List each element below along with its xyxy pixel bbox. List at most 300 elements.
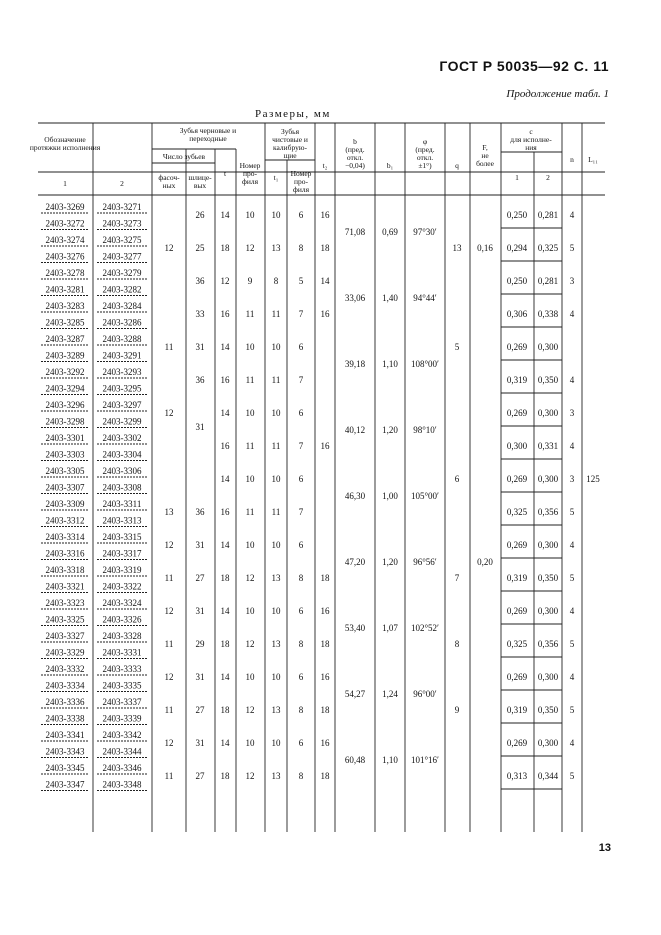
- code-col2: 2403-3275: [102, 235, 142, 245]
- chamfer-value: 11: [164, 639, 174, 649]
- F-header: не: [481, 151, 489, 160]
- phi-header: ±1°): [418, 161, 432, 170]
- band-value: 12: [245, 639, 255, 649]
- chamfer-value: 12: [164, 408, 174, 418]
- code-col1: 2403-3283: [45, 301, 85, 311]
- code-col1: 2403-3334: [45, 680, 85, 691]
- b1-value: 1,00: [382, 491, 398, 501]
- F-value: 0,16: [477, 243, 493, 253]
- finish-teeth-header: калибрую-: [273, 143, 307, 152]
- b-header: откл.: [346, 153, 364, 162]
- band-value: 14: [220, 606, 230, 616]
- code-col1: 2403-3272: [45, 218, 85, 229]
- phi-header: φ: [422, 137, 428, 146]
- band-value: 16: [320, 441, 330, 451]
- code-col2: 2403-3326: [102, 614, 142, 625]
- band-value: 12: [245, 243, 255, 253]
- c1-value: 0,294: [506, 243, 528, 253]
- band-value: 18: [220, 243, 230, 253]
- code-col2: 2403-3277: [102, 251, 142, 262]
- t1-header: t₁: [273, 173, 279, 182]
- c2-value: 0,338: [537, 309, 559, 319]
- n-value: 5: [569, 771, 575, 781]
- chamfer-value: 11: [164, 771, 174, 781]
- code-col1: 2403-3345: [45, 763, 85, 773]
- phi-value: 108°00′: [410, 359, 440, 369]
- phi-value: 101°16′: [410, 755, 440, 765]
- band-value: 12: [220, 276, 230, 286]
- band-value: 16: [220, 309, 230, 319]
- band-value: 6: [298, 672, 304, 682]
- code-col2: 2403-3339: [102, 713, 142, 724]
- band-value: 9: [247, 276, 253, 286]
- chamfer-value: 12: [164, 243, 174, 253]
- n-value: 3: [569, 474, 575, 484]
- b-header: b: [353, 137, 357, 146]
- phi-value: 97°30′: [413, 227, 437, 237]
- phi-header: откл.: [416, 153, 434, 162]
- code-col2: 2403-3304: [102, 449, 142, 460]
- q-value: 6: [454, 474, 460, 484]
- band-value: 16: [220, 507, 230, 517]
- page-number: 13: [598, 842, 611, 854]
- band-value: 10: [245, 672, 255, 682]
- c2-value: 0,281: [537, 210, 559, 220]
- code-col1: 2403-3305: [45, 466, 85, 476]
- c2-value: 0,300: [537, 738, 559, 748]
- c1-value: 0,269: [506, 342, 528, 352]
- n-value: 5: [569, 639, 575, 649]
- code-col2: 2403-3288: [102, 334, 142, 344]
- code-col1: 2403-3321: [45, 581, 85, 592]
- b-value: 54,27: [344, 689, 366, 699]
- code-col1: 2403-3314: [45, 532, 85, 542]
- band-value: 6: [298, 408, 304, 418]
- n-value: 5: [569, 705, 575, 715]
- code-col2: 2403-3348: [102, 779, 142, 790]
- band-value: 8: [298, 639, 304, 649]
- b1-value: 1,20: [382, 425, 398, 435]
- c2-value: 0,356: [537, 507, 559, 517]
- code-col1: 2403-3329: [45, 647, 85, 658]
- finish-teeth-header: чистовые и: [272, 135, 308, 144]
- code-col1: 2403-3343: [45, 746, 85, 757]
- band-value: 31: [195, 342, 205, 352]
- band-value: 31: [195, 606, 205, 616]
- c-header: для исполне-: [510, 135, 552, 144]
- profile-number-header: про-: [293, 177, 309, 186]
- column-number-2: 2: [120, 179, 124, 188]
- sizes-caption: Размеры, мм: [255, 108, 331, 120]
- band-value: 13: [271, 771, 281, 781]
- code-col1: 2403-3325: [45, 614, 85, 625]
- code-col2: 2403-3271: [102, 202, 142, 212]
- band-value: 11: [245, 309, 255, 319]
- chamfer-teeth-header: фасоч-: [158, 173, 180, 182]
- code-col1: 2403-3338: [45, 713, 85, 724]
- chamfer-teeth-header: ных: [162, 181, 176, 190]
- q-value: 13: [452, 243, 462, 253]
- continuation-note: Продолжение табл. 1: [506, 88, 609, 100]
- code-col1: 2403-3294: [45, 383, 85, 394]
- code-col1: 2403-3332: [45, 664, 85, 674]
- c2-value: 0,325: [537, 243, 559, 253]
- code-col2: 2403-3344: [102, 746, 142, 757]
- band-value: 18: [320, 705, 330, 715]
- c-header: ния: [525, 143, 537, 152]
- document-header: ГОСТ Р 50035—92 С. 11: [439, 58, 609, 74]
- band-value: 12: [245, 771, 255, 781]
- c2-value: 0,300: [537, 342, 559, 352]
- b-value: 46,30: [344, 491, 366, 501]
- code-col1: 2403-3336: [45, 697, 85, 707]
- c1-value: 0,269: [506, 606, 528, 616]
- band-value: 29: [195, 639, 205, 649]
- phi-value: 102°52′: [410, 623, 440, 633]
- band-value: 36: [195, 507, 205, 517]
- code-col2: 2403-3282: [102, 284, 142, 295]
- band-value: 18: [320, 639, 330, 649]
- F-value: 0,20: [477, 557, 493, 567]
- c1-value: 0,319: [506, 573, 528, 583]
- band-value: 13: [271, 243, 281, 253]
- n-value: 4: [569, 210, 575, 220]
- band-value: 14: [220, 342, 230, 352]
- band-value: 11: [245, 441, 255, 451]
- profile-number-header: филя: [241, 177, 259, 186]
- n-value: 4: [569, 375, 575, 385]
- L-header: L₁₁: [588, 155, 598, 164]
- code-col1: 2403-3327: [45, 631, 85, 641]
- code-col2: 2403-3337: [102, 697, 142, 707]
- band-value: 16: [220, 441, 230, 451]
- band-value: 10: [271, 540, 281, 550]
- band-value: 25: [195, 243, 205, 253]
- b-value: 53,40: [344, 623, 366, 633]
- band-value: 18: [320, 573, 330, 583]
- teeth-count-header: Число зубьев: [162, 152, 206, 161]
- t2-header: t₂: [322, 161, 328, 170]
- band-value: 14: [220, 738, 230, 748]
- code-col1: 2403-3289: [45, 350, 85, 361]
- band-value: 31: [195, 672, 205, 682]
- b1-value: 1,20: [382, 557, 398, 567]
- band-value: 16: [320, 738, 330, 748]
- band-value: 26: [195, 210, 205, 220]
- band-value: 7: [298, 441, 304, 451]
- code-col2: 2403-3342: [102, 730, 142, 740]
- code-col1: 2403-3316: [45, 548, 85, 559]
- band-value: 6: [298, 540, 304, 550]
- band-value: 7: [298, 309, 304, 319]
- band-value: 10: [245, 738, 255, 748]
- b1-value: 1,24: [382, 689, 398, 699]
- band-value: 33: [195, 309, 205, 319]
- chamfer-value: 11: [164, 705, 174, 715]
- profile-number-header: Номер: [239, 161, 261, 170]
- chamfer-value: 12: [164, 738, 174, 748]
- profile-number-header: Номер: [290, 169, 312, 178]
- code-col1: 2403-3309: [45, 499, 85, 509]
- band-value: 14: [220, 210, 230, 220]
- b1-value: 0,69: [382, 227, 398, 237]
- band-value: 16: [220, 375, 230, 385]
- code-col2: 2403-3322: [102, 581, 142, 592]
- c2-value: 0,350: [537, 705, 559, 715]
- b-value: 39,18: [344, 359, 366, 369]
- band-value: 16: [320, 672, 330, 682]
- b1-value: 1,10: [382, 755, 398, 765]
- band-value: 6: [298, 738, 304, 748]
- code-col2: 2403-3295: [102, 383, 142, 394]
- c-header: c: [529, 127, 533, 136]
- code-col1: 2403-3347: [45, 779, 85, 790]
- n-value: 5: [569, 573, 575, 583]
- n-value: 3: [569, 276, 575, 286]
- code-col1: 2403-3281: [45, 284, 85, 295]
- profile-number-header: про-: [242, 169, 258, 178]
- band-value: 10: [245, 540, 255, 550]
- code-col1: 2403-3292: [45, 367, 85, 377]
- c1-value: 0,269: [506, 738, 528, 748]
- band-value: 5: [298, 276, 304, 286]
- c2-value: 0,300: [537, 672, 559, 682]
- phi-value: 105°00′: [410, 491, 440, 501]
- code-col2: 2403-3335: [102, 680, 142, 691]
- c2-value: 0,350: [537, 375, 559, 385]
- code-col2: 2403-3346: [102, 763, 142, 773]
- c2-value: 0,350: [537, 573, 559, 583]
- band-value: 8: [298, 771, 304, 781]
- code-col2: 2403-3308: [102, 482, 142, 493]
- c1-value: 0,269: [506, 672, 528, 682]
- band-value: 14: [220, 474, 230, 484]
- code-col2: 2403-3324: [102, 598, 142, 608]
- band-value: 11: [245, 507, 255, 517]
- band-value: 27: [195, 705, 205, 715]
- band-value: 27: [195, 573, 205, 583]
- band-value: 36: [195, 276, 205, 286]
- band-value: 16: [320, 606, 330, 616]
- code-col2: 2403-3291: [102, 350, 142, 361]
- band-value: 8: [298, 705, 304, 715]
- band-value: 7: [298, 375, 304, 385]
- b-value: 60,48: [344, 755, 366, 765]
- chamfer-value: 13: [164, 507, 174, 517]
- band-value: 11: [271, 375, 281, 385]
- finish-teeth-header: Зубья: [280, 127, 300, 136]
- code-col1: 2403-3296: [45, 400, 85, 410]
- code-col2: 2403-3317: [102, 548, 142, 559]
- b-value: 40,12: [344, 425, 366, 435]
- rough-teeth-header: переходные: [189, 134, 227, 143]
- band-value: 10: [245, 342, 255, 352]
- code-col2: 2403-3331: [102, 647, 142, 658]
- band-value: 14: [220, 540, 230, 550]
- finish-teeth-header: щие: [283, 151, 297, 160]
- c2-value: 0,300: [537, 606, 559, 616]
- q-value: 9: [454, 705, 460, 715]
- code-col1: 2403-3274: [45, 235, 85, 245]
- q-value: 7: [454, 573, 460, 583]
- band-value: 6: [298, 342, 304, 352]
- code-col1: 2403-3318: [45, 565, 85, 575]
- designation-header: протяжки исполнения: [29, 143, 101, 152]
- n-value: 4: [569, 441, 575, 451]
- band-value: 10: [271, 210, 281, 220]
- band-value: 8: [298, 243, 304, 253]
- c1-value: 0,269: [506, 474, 528, 484]
- c1-value: 0,325: [506, 507, 528, 517]
- b-value: 71,08: [344, 227, 366, 237]
- code-col1: 2403-3323: [45, 598, 85, 608]
- c2-value: 0,356: [537, 639, 559, 649]
- b-value: 47,20: [344, 557, 366, 567]
- band-value: 16: [320, 210, 330, 220]
- F-header: более: [476, 159, 494, 168]
- c2-value: 0,331: [537, 441, 559, 451]
- q-value: 8: [454, 639, 460, 649]
- band-value: 10: [245, 210, 255, 220]
- n-value: 4: [569, 606, 575, 616]
- L-value: 125: [586, 474, 600, 484]
- band-value: 11: [245, 375, 255, 385]
- designation-header: Обозначение: [44, 135, 86, 144]
- code-col2: 2403-3286: [102, 317, 142, 328]
- band-value: 13: [271, 639, 281, 649]
- band-value: 10: [245, 606, 255, 616]
- code-col1: 2403-3307: [45, 482, 85, 493]
- code-col2: 2403-3299: [102, 416, 142, 427]
- band-value: 10: [271, 408, 281, 418]
- c1-value: 0,250: [506, 210, 528, 220]
- c2-value: 0,281: [537, 276, 559, 286]
- code-col2: 2403-3273: [102, 218, 142, 229]
- band-value: 10: [271, 474, 281, 484]
- code-col1: 2403-3287: [45, 334, 85, 344]
- n-value: 5: [569, 243, 575, 253]
- band-value: 13: [271, 705, 281, 715]
- c1-value: 0,300: [506, 441, 528, 451]
- band-value: 12: [245, 573, 255, 583]
- chamfer-value: 11: [164, 342, 174, 352]
- band-value: 11: [271, 507, 281, 517]
- code-col2: 2403-3306: [102, 466, 142, 476]
- code-col2: 2403-3293: [102, 367, 142, 377]
- column-number-1: 1: [63, 179, 67, 188]
- code-col2: 2403-3313: [102, 515, 142, 526]
- band-value: 18: [320, 771, 330, 781]
- band-value: 11: [271, 309, 281, 319]
- code-col1: 2403-3298: [45, 416, 85, 427]
- band-value: 18: [220, 705, 230, 715]
- c2-value: 0,300: [537, 474, 559, 484]
- band-value: 10: [271, 738, 281, 748]
- n-header: n: [570, 155, 574, 164]
- n-value: 5: [569, 507, 575, 517]
- band-value: 18: [220, 771, 230, 781]
- band-value: 8: [273, 276, 279, 286]
- band-value: 16: [320, 309, 330, 319]
- b-header: (пред.: [345, 145, 365, 154]
- band-value: 27: [195, 771, 205, 781]
- phi-value: 94°44′: [413, 293, 437, 303]
- c1-value: 0,319: [506, 375, 528, 385]
- band-value: 8: [298, 573, 304, 583]
- b1-value: 1,10: [382, 359, 398, 369]
- code-col1: 2403-3312: [45, 515, 85, 526]
- c1-value: 0,325: [506, 639, 528, 649]
- b-header: −0,04): [345, 161, 365, 170]
- band-value: 10: [245, 474, 255, 484]
- code-col2: 2403-3311: [102, 499, 142, 509]
- code-col1: 2403-3303: [45, 449, 85, 460]
- code-col2: 2403-3333: [102, 664, 142, 674]
- n-value: 4: [569, 309, 575, 319]
- n-value: 4: [569, 540, 575, 550]
- chamfer-value: 12: [164, 540, 174, 550]
- c2-value: 0,344: [537, 771, 559, 781]
- phi-value: 96°56′: [413, 557, 437, 567]
- code-col2: 2403-3297: [102, 400, 142, 410]
- c1-value: 0,313: [506, 771, 528, 781]
- band-value: 6: [298, 474, 304, 484]
- b1-value: 1,07: [382, 623, 398, 633]
- band-value: 14: [220, 408, 230, 418]
- phi-header: (пред.: [415, 145, 435, 154]
- phi-value: 98°10′: [413, 425, 437, 435]
- spline-value: 31: [195, 422, 205, 432]
- band-value: 11: [271, 441, 281, 451]
- code-col2: 2403-3279: [102, 268, 142, 278]
- band-value: 7: [298, 507, 304, 517]
- c2-value: 0,300: [537, 540, 559, 550]
- n-value: 4: [569, 672, 575, 682]
- profile-number-header: филя: [292, 185, 310, 194]
- band-value: 6: [298, 606, 304, 616]
- band-value: 10: [271, 342, 281, 352]
- c2-value: 0,300: [537, 408, 559, 418]
- n-value: 4: [569, 738, 575, 748]
- chamfer-value: 12: [164, 606, 174, 616]
- c1-header: 1: [515, 173, 519, 182]
- code-col2: 2403-3315: [102, 532, 142, 542]
- n-value: 3: [569, 408, 575, 418]
- code-col1: 2403-3285: [45, 317, 85, 328]
- t-header: t: [223, 169, 227, 178]
- c1-value: 0,269: [506, 540, 528, 550]
- q-header: q: [455, 161, 459, 170]
- c2-header: 2: [546, 173, 550, 182]
- F-header: F,: [482, 143, 488, 152]
- band-value: 14: [320, 276, 330, 286]
- chamfer-value: 12: [164, 672, 174, 682]
- c1-value: 0,306: [506, 309, 528, 319]
- band-value: 18: [220, 573, 230, 583]
- c1-value: 0,319: [506, 705, 528, 715]
- phi-value: 96°00′: [413, 689, 437, 699]
- code-col1: 2403-3278: [45, 268, 85, 278]
- spline-teeth-header: шлице-: [188, 173, 212, 182]
- rough-teeth-header: Зубья черновые и: [179, 126, 237, 135]
- chamfer-value: 11: [164, 573, 174, 583]
- code-col1: 2403-3276: [45, 251, 85, 262]
- band-value: 10: [271, 606, 281, 616]
- code-col2: 2403-3302: [102, 433, 142, 443]
- b-value: 33,06: [344, 293, 366, 303]
- code-col2: 2403-3328: [102, 631, 142, 641]
- band-value: 10: [245, 408, 255, 418]
